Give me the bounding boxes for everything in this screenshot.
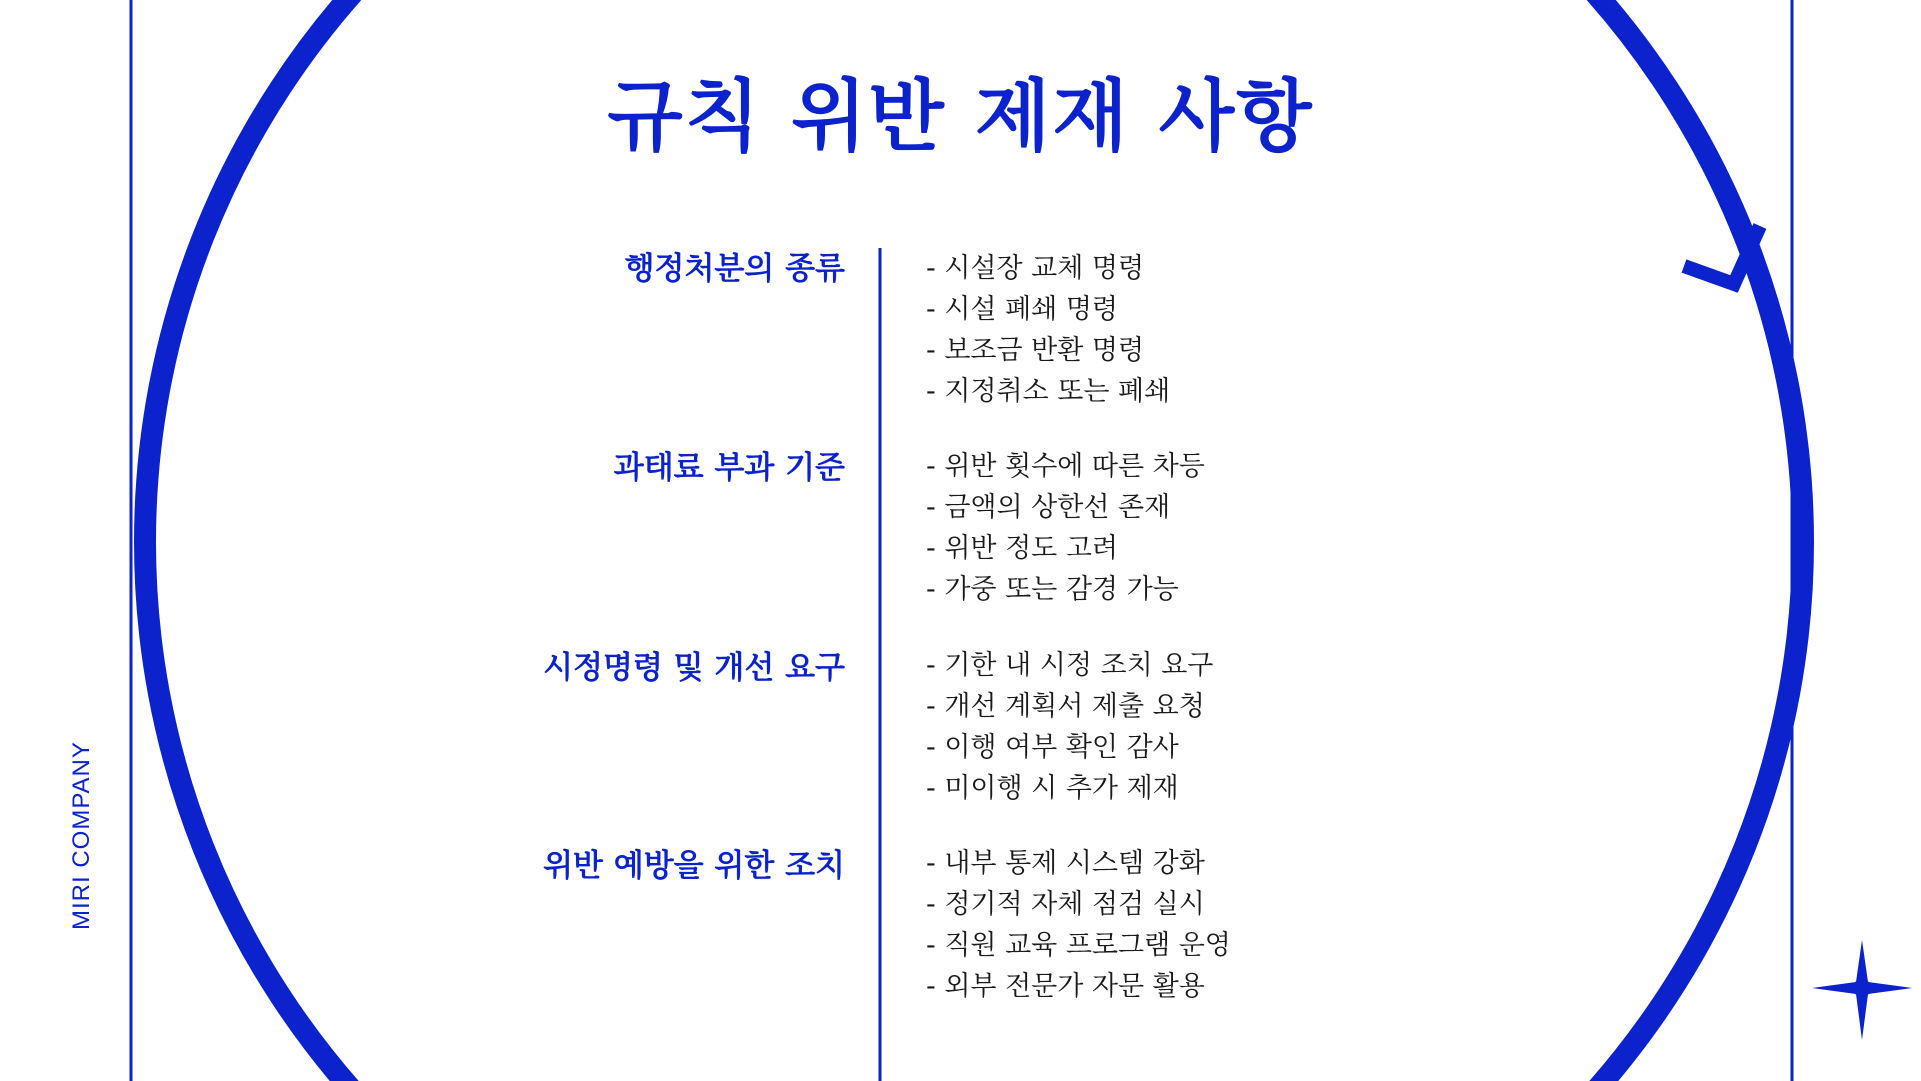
list-item: - 정기적 자체 점검 실시 <box>926 889 1205 920</box>
list-item: - 위반 정도 고려 <box>926 533 1118 564</box>
sparkle-star-icon <box>1812 940 1912 1040</box>
section-list-fine-criteria <box>926 446 1205 610</box>
page-title: 규칙 위반 제재 사항 <box>607 72 1314 162</box>
section-heading-administrative-disposition: 행정처분의 종류 <box>624 251 845 287</box>
list-item: - 개선 계획서 제출 요청 <box>926 691 1205 722</box>
list-item: - 지정취소 또는 폐쇄 <box>926 376 1171 407</box>
list-item: - 보조금 반환 명령 <box>926 335 1145 366</box>
section-list-administrative-disposition <box>926 248 1170 412</box>
list-item: - 미이행 시 추가 제재 <box>926 773 1179 804</box>
list-item: - 위반 횟수에 따른 차등 <box>926 451 1205 482</box>
section-heading-fine-criteria: 과태료 부과 기준 <box>613 450 845 486</box>
list-item: - 가중 또는 감경 가능 <box>926 574 1179 605</box>
list-item: - 이행 여부 확인 감사 <box>926 732 1179 763</box>
list-item: - 직원 교육 프로그램 운영 <box>926 930 1231 961</box>
list-item: - 시설 폐쇄 명령 <box>926 294 1118 325</box>
list-item: - 외부 전문가 자문 활용 <box>926 971 1205 1002</box>
brand-logo-text: MIRI COMPANY <box>68 741 95 930</box>
section-list-correction-order <box>926 645 1213 809</box>
section-list-prevention-measures <box>926 843 1231 1007</box>
section-heading-prevention-measures: 위반 예방을 위한 조치 <box>543 848 845 884</box>
list-item: - 시설장 교체 명령 <box>926 253 1145 284</box>
list-item: - 금액의 상한선 존재 <box>926 492 1171 523</box>
list-item: - 기한 내 시정 조치 요구 <box>926 650 1214 681</box>
section-heading-correction-order: 시정명령 및 개선 요구 <box>543 650 845 686</box>
list-item: - 내부 통제 시스템 강화 <box>926 848 1205 879</box>
